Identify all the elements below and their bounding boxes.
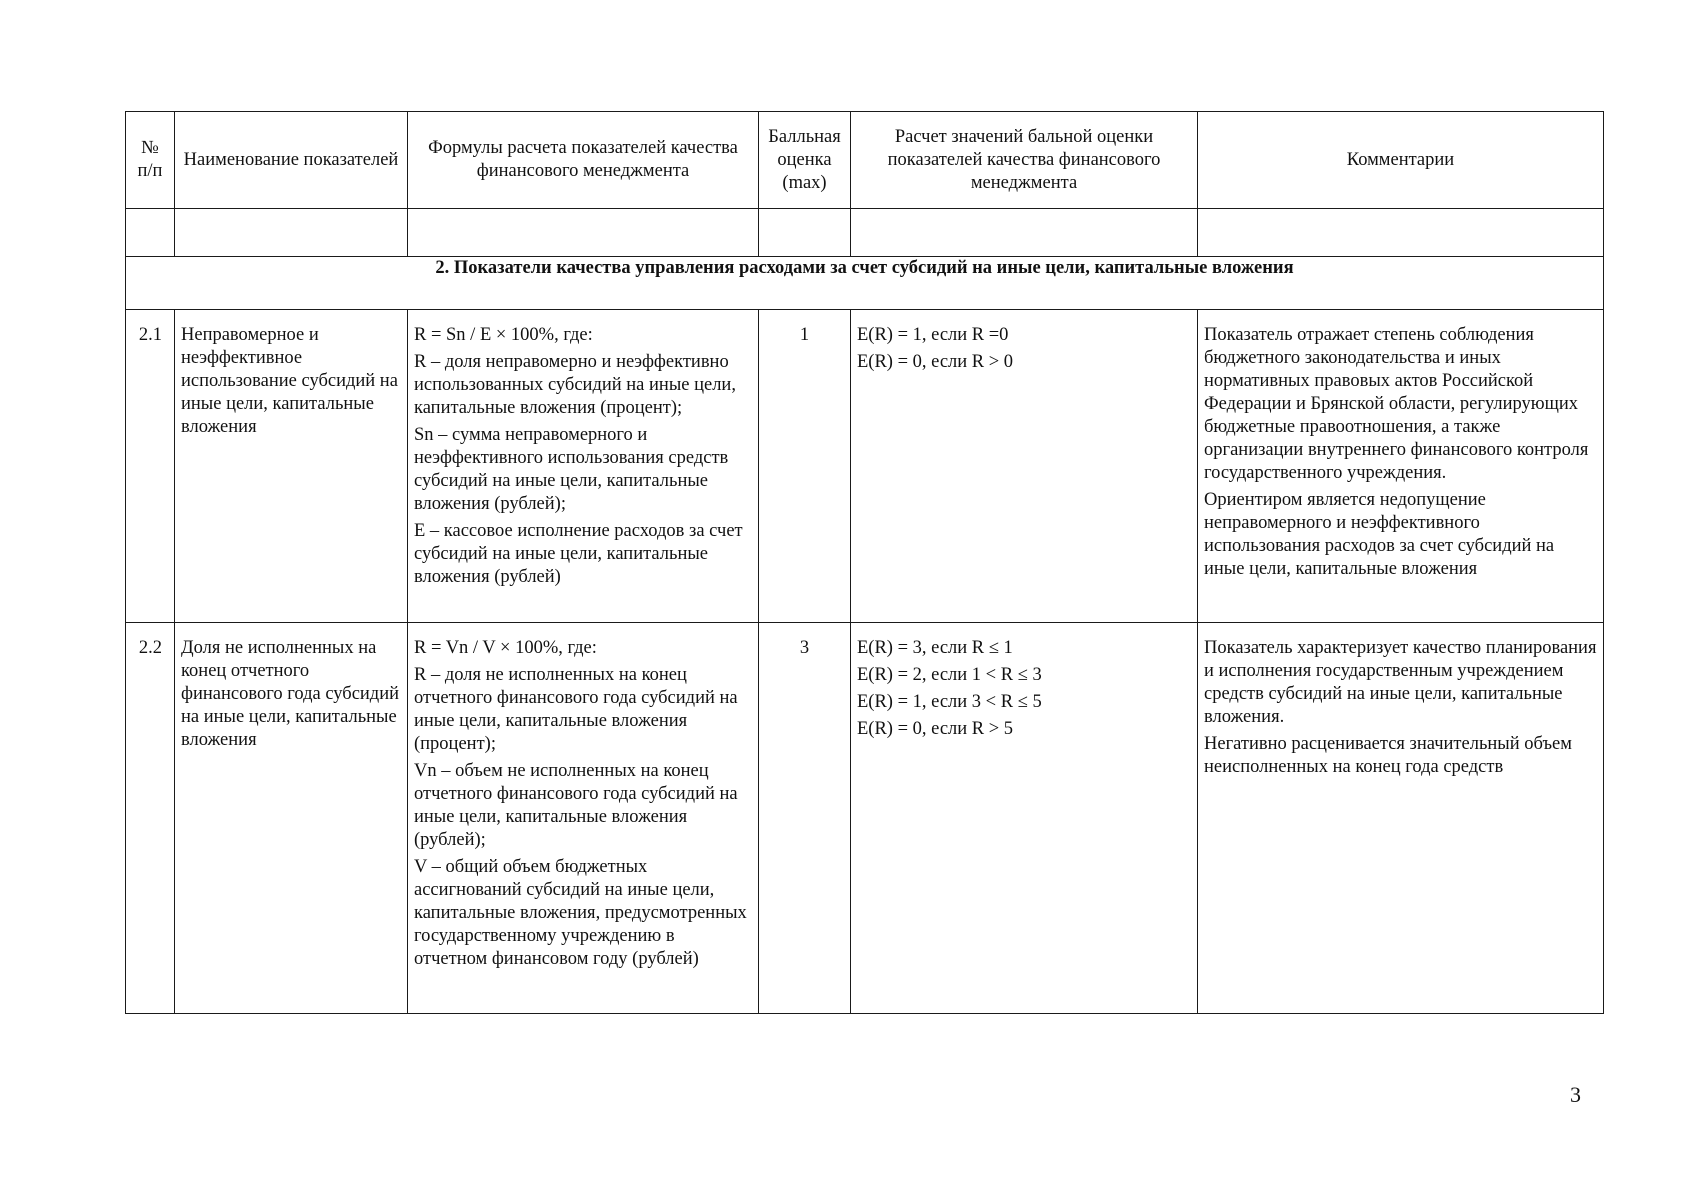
header-row (126, 112, 1604, 209)
empty-cell (175, 209, 408, 257)
calc-line: E(R) = 1, если 3 < R ≤ 5 (857, 692, 1042, 712)
row-number-text: 2.2 (138, 638, 162, 658)
comment-paragraph: Ориентиром является недопущение неправомерного и неэффективного использования расходов за счет субсидий на иные цели, капитальные вложения (1204, 490, 1555, 579)
comment-paragraph: Негативно расценивается значительный объем неисполненных на конец года средств (1204, 734, 1572, 777)
comment-cell (1198, 623, 1604, 1014)
indicator-name (175, 623, 408, 1014)
formula-cell (408, 310, 759, 623)
calc-line: E(R) = 0, если R > 0 (857, 352, 1014, 372)
empty-cell (126, 209, 175, 257)
comment-paragraph: Показатель отражает степень соблюдения бюджетного законодательства и иных нормативных правовых актов Российской Федерации и Брянской области, регулирующих бюджетные правоотношения, а также организации внутреннего финансового контроля государственного учреждения. (1204, 325, 1589, 483)
formula-line: E – кассовое исполнение расходов за счет субсидий на иные цели, капитальные вложения (рублей) (414, 521, 743, 587)
header-score-label: Балльная оценка (max) (768, 126, 841, 193)
score-value: 3 (799, 638, 810, 658)
section-row (126, 257, 1604, 310)
formula-line: R – доля неправомерно и неэффективно использованных субсидий на иные цели, капитальные вложения (процент); (414, 352, 736, 418)
header-num (126, 112, 175, 209)
calc-line: E(R) = 2, если 1 < R ≤ 3 (857, 665, 1042, 685)
score-cell (759, 623, 851, 1014)
table-row (126, 310, 1604, 623)
calc-line: E(R) = 3, если R ≤ 1 (857, 638, 1013, 658)
header-name (175, 112, 408, 209)
header-comment-label: Комментарии (1346, 149, 1455, 170)
empty-cell (408, 209, 759, 257)
table-row (126, 623, 1604, 1014)
calc-cell (851, 310, 1198, 623)
indicator-name-text: Неправомерное и неэффективное использование субсидий на иные цели, капитальные вложения (181, 325, 398, 437)
formula-line: R – доля не исполненных на конец отчетного финансового года субсидий на иные цели, капитальные вложения (процент); (414, 665, 738, 754)
indicator-name (175, 310, 408, 623)
empty-row (126, 209, 1604, 257)
header-formula-label: Формулы расчета показателей качества финансового менеджмента (428, 138, 738, 181)
header-formula (408, 112, 759, 209)
calc-line: E(R) = 1, если R =0 (857, 325, 1009, 345)
row-number-text: 2.1 (138, 325, 162, 345)
calc-line: E(R) = 0, если R > 5 (857, 719, 1014, 739)
formula-line: Vn – объем не исполненных на конец отчетного финансового года субсидий на иные цели, капитальные вложения (рублей); (414, 761, 738, 850)
header-calc (851, 112, 1198, 209)
calc-cell (851, 623, 1198, 1014)
empty-cell (759, 209, 851, 257)
empty-cell (1198, 209, 1604, 257)
score-cell (759, 310, 851, 623)
header-name-label: Наименование показателей (183, 149, 399, 170)
formula-line: R = Vn / V × 100%, где: (414, 638, 597, 658)
formula-line: V – общий объем бюджетных ассигнований субсидий на иные цели, капитальные вложения, предусмотренных государственному учреждению в отчетном финансовом году (рублей) (414, 857, 747, 969)
formula-line: R = Sn / E × 100%, где: (414, 325, 593, 345)
comment-cell (1198, 310, 1604, 623)
score-value: 1 (799, 325, 810, 345)
financial-management-table (125, 111, 1604, 1014)
row-number (126, 623, 175, 1014)
comment-paragraph: Показатель характеризует качество планирования и исполнения государственным учреждением средств субсидий на иные цели, капитальные вложения. (1204, 638, 1597, 727)
empty-cell (851, 209, 1198, 257)
header-score (759, 112, 851, 209)
header-calc-label: Расчет значений бальной оценки показателей качества финансового менеджмента (887, 126, 1161, 193)
formula-cell (408, 623, 759, 1014)
formula-line: Sn – сумма неправомерного и неэффективного использования средств субсидий на иные цели, капитальные вложения (рублей); (414, 425, 729, 514)
indicator-name-text: Доля не исполненных на конец отчетного финансового года субсидий на иные цели, капитальные вложения (181, 638, 400, 750)
header-comment (1198, 112, 1604, 209)
section-title: 2. Показатели качества управления расходами за счет субсидий на иные цели, капитальные вложения (126, 257, 1604, 310)
header-num-label: № п/п (137, 138, 163, 181)
page-number: 3 (1570, 1082, 1581, 1107)
row-number (126, 310, 175, 623)
